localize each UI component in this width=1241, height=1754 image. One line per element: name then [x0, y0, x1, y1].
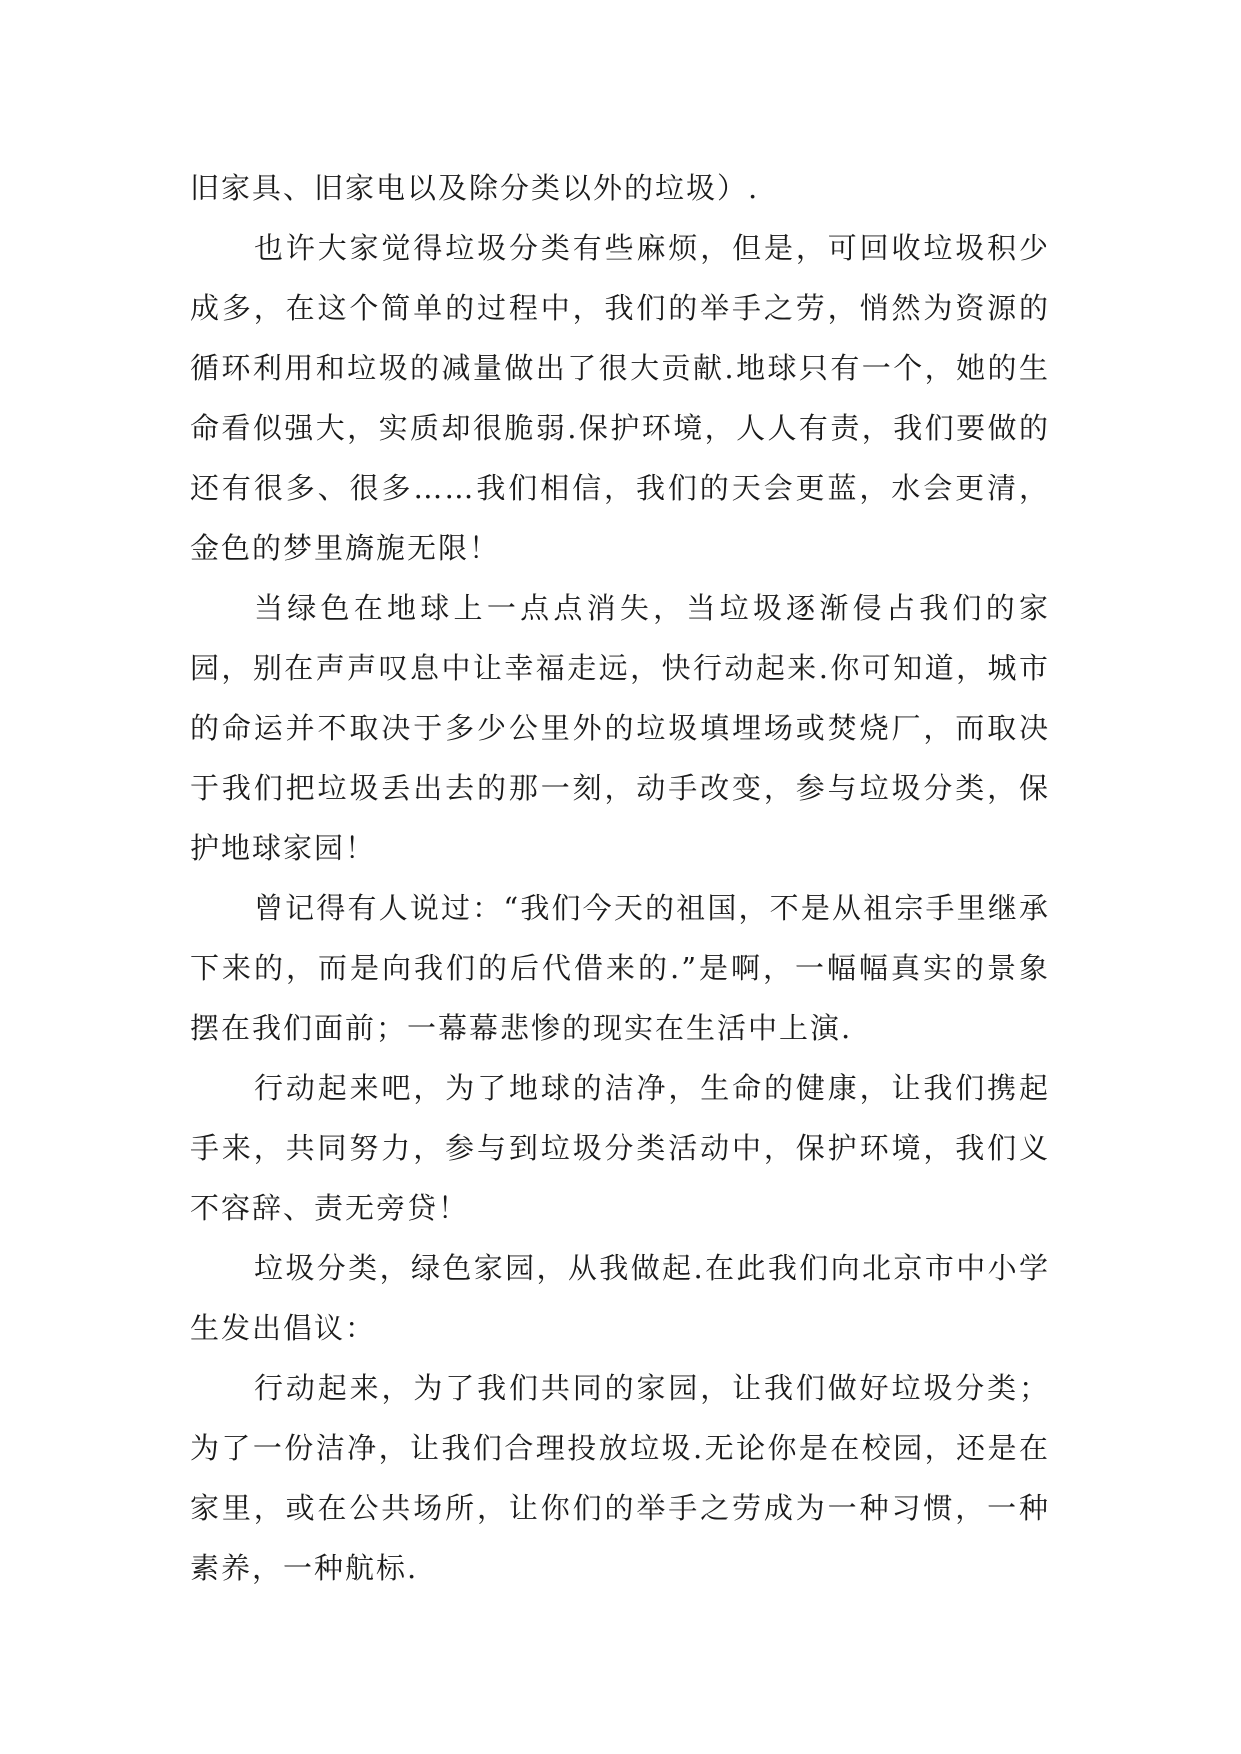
- paragraph-2: 也许大家觉得垃圾分类有些麻烦，但是，可回收垃圾积少成多，在这个简单的过程中，我们的举手之劳，悄然为资源的循环利用和垃圾的减量做出了很大贡献.地球只有一个，她的生命看似强大，实质却很脆弱.保护环境，人人有责，我们要做的还有很多、很多……我们相信，我们的天会更蓝，水会更清，金色的梦里旖旎无限！: [190, 231, 1050, 565]
- paragraph-4: 曾记得有人说过：“我们今天的祖国，不是从祖宗手里继承下来的，而是向我们的后代借来的.”是啊，一幅幅真实的景象摆在我们面前；一幕幕悲惨的现实在生活中上演.: [190, 891, 1050, 1045]
- paragraph-7: 行动起来，为了我们共同的家园，让我们做好垃圾分类；为了一份洁净，让我们合理投放垃圾.无论你是在校园，还是在家里，或在公共场所，让你们的举手之劳成为一种习惯，一种素养，一种航标.: [190, 1371, 1050, 1585]
- document-body: [190, 158, 1050, 1598]
- paragraph-6: 垃圾分类，绿色家园，从我做起.在此我们向北京市中小学生发出倡议：: [190, 1251, 1050, 1345]
- paragraph-5: 行动起来吧，为了地球的洁净，生命的健康，让我们携起手来，共同努力，参与到垃圾分类活动中，保护环境，我们义不容辞、责无旁贷！: [190, 1071, 1050, 1225]
- paragraph-1: 旧家具、旧家电以及除分类以外的垃圾）.: [190, 171, 760, 205]
- paragraph-3: 当绿色在地球上一点点消失，当垃圾逐渐侵占我们的家园，别在声声叹息中让幸福走远，快行动起来.你可知道，城市的命运并不取决于多少公里外的垃圾填埋场或焚烧厂，而取决于我们把垃圾丢出去的那一刻，动手改变，参与垃圾分类，保护地球家园！: [190, 591, 1050, 865]
